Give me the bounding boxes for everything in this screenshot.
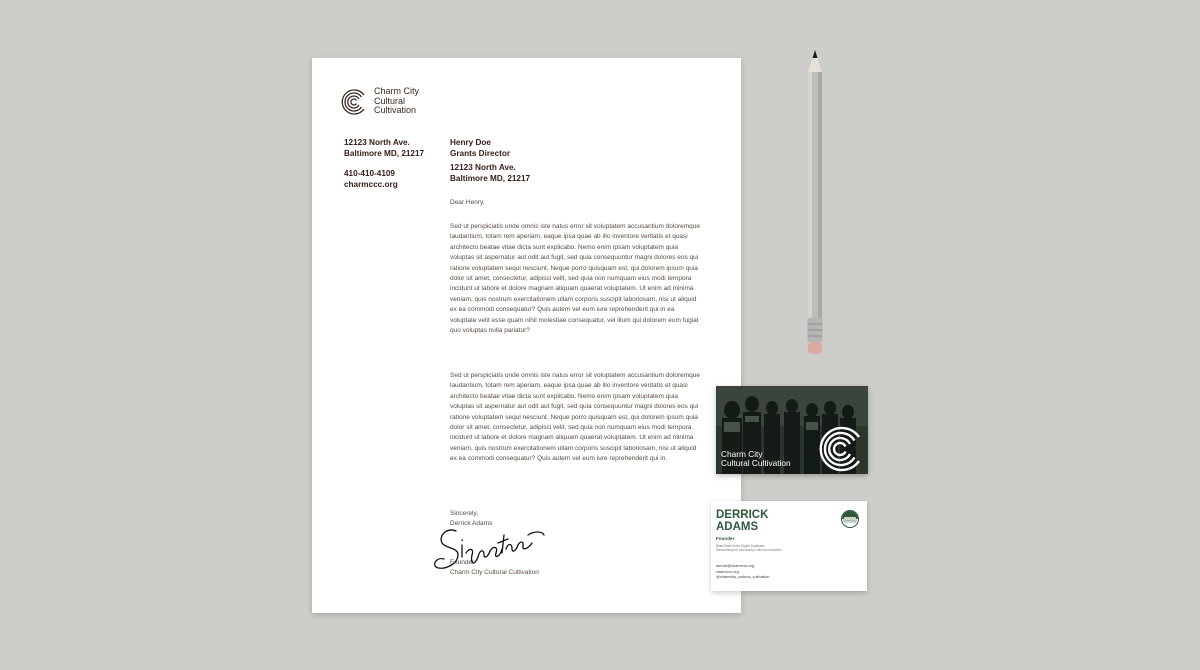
card-name-line: DERRICK <box>716 509 769 521</box>
card-front-title <box>721 450 831 468</box>
business-card-back <box>711 501 867 591</box>
card-name <box>716 510 768 533</box>
recipient-address-line: 12123 North Ave. <box>450 163 516 172</box>
recipient-block <box>450 137 580 184</box>
org-wordmark <box>374 87 474 116</box>
card-title-line: Cultural Cultivation <box>721 458 791 468</box>
card-subtitle-line: Stewardship for community cultural production <box>716 548 782 552</box>
signer-details <box>450 558 539 578</box>
card-email: derrick@charmccc.org <box>716 564 755 568</box>
card-subtitle-line: Black Bald Holes Digital Database <box>716 544 765 548</box>
letter-greeting: Dear Henry, <box>450 199 485 206</box>
recipient-address-line: Baltimore MD, 21217 <box>450 174 531 183</box>
sender-address-line: Baltimore MD, 21217 <box>344 149 425 158</box>
org-name-line: Cultural <box>374 95 406 106</box>
badge-logo-icon <box>841 510 859 528</box>
sender-address-line: 12123 North Ave. <box>344 138 410 147</box>
pencil-icon <box>795 46 835 362</box>
org-name-line: Charm City <box>374 86 420 96</box>
recipient-name: Henry Doe <box>450 138 491 147</box>
card-social: @charmcity_cultural_cultivation <box>716 575 770 579</box>
ccc-logo-icon <box>817 425 865 473</box>
letter-paragraph: Sed ut perspiciatis unde omnis iste natus error sit voluptatem accusantium doloremque laudantium, totam rem aperiam, eaque ipsa quae ab illo inventore veritatis et quasi architecto beatae vitae dicta sunt explicabo. Nemo enim ipsam voluptatem quia voluptas sit aspernatur aut odit aut fugit, sed quia consequuntur magni dolores eos qui ratione voluptatem sequi nesciunt. Neque porro quisquam est, qui dolorem ipsum quia dolor sit amet, consectetur, adipisci velit, sed quia non numquam eius modi tempora incidunt ut labore et dolore magnam aliquam quaerat voluptatem. Ut enim ad minima veniam, quis nostrum exercitationem ullam corporis suscipit laboriosam, nisi ut aliquid ex ea commodi consequatur? Quis autem vel eum iure reprehenderit qui in ea voluptate velit esse quam nihil molestiae consequatur, vel illum qui dolorem eum fugiat quo voluptas nulla pariatur? <box>450 223 701 335</box>
sender-website: charmccc.org <box>344 180 398 189</box>
org-name-line: Cultivation <box>374 105 417 115</box>
letterhead-page <box>312 58 741 613</box>
closing-word: Sincerely, <box>450 510 479 517</box>
card-contact <box>716 564 769 581</box>
sender-phone: 410-410-4109 <box>344 169 395 178</box>
svg-text:CCCC: CCCC <box>845 518 855 522</box>
letter-paragraph: Sed ut perspiciatis unde omnis iste natus error sit voluptatem accusantium doloremque laudantium, totam rem aperiam, eaque ipsa quae ab illo inventore veritatis et quasi architecto beatae vitae dicta sunt explicabo. Nemo enim ipsam voluptatem quia voluptas sit aspernatur aut odit aut fugit, sed quia consequuntur magni dolores eos qui ratione voluptatem sequi nesciunt. Neque porro quisquam est, qui dolorem ipsum quia dolor sit amet, consectetur, adipisci velit, sed quia non numquam eius modi tempora incidunt ut labore et dolore magnam aliquam quaerat voluptatem. Ut enim ad minima veniam, quis nostrum exercitationem ullam corporis suscipit laboriosam, nisi ut aliquid ex ea commodi consequatur? Quis autem vel eum iure reprehenderit qui in. <box>450 372 701 463</box>
signer-name: Derrick Adams <box>450 520 493 528</box>
card-role: Founder <box>716 536 735 541</box>
card-subtitle <box>716 544 826 552</box>
sender-block <box>344 137 444 190</box>
card-website: charmccc.org <box>716 569 739 574</box>
signer-org: Charm City Cultural Cultivation <box>450 569 539 576</box>
signer-title: Founder <box>450 559 475 566</box>
recipient-title: Grants Director <box>450 149 511 158</box>
card-name-line: ADAMS <box>716 520 759 533</box>
card-title-line: Charm City <box>721 449 763 459</box>
ccc-logo-icon <box>340 88 368 116</box>
business-card-front <box>716 386 868 474</box>
